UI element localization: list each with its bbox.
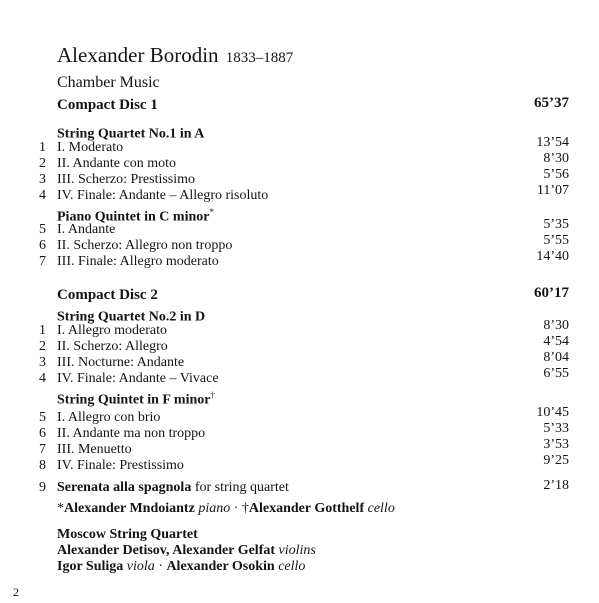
page-number: 2 (13, 585, 19, 599)
track-duration: 9’25 (543, 453, 569, 468)
track-duration: 8’04 (543, 350, 569, 365)
work-title-text: String Quartet No.2 in D (57, 309, 206, 325)
track-number: 4 (39, 188, 46, 203)
track-title: III. Finale: Allegro moderato (57, 254, 219, 269)
track-title: I. Moderato (57, 140, 124, 155)
ensemble-name (57, 527, 198, 543)
violinist-names: Alexander Detisov, Alexander Gelfat (57, 543, 276, 558)
soloist-instrument: piano (198, 501, 231, 516)
footnote-mark: † (241, 501, 249, 516)
cello-instrument: cello (278, 559, 306, 574)
disc1-total: 65’37 (534, 95, 569, 111)
track-duration: 11’07 (536, 183, 569, 198)
viola-cello-credit (57, 559, 305, 575)
track-duration: 5’55 (543, 233, 569, 248)
track-title: II. Andante ma non troppo (57, 426, 206, 441)
track-title: I. Andante (57, 222, 116, 237)
work-title-text: String Quartet No.1 in A (57, 126, 205, 142)
soloists-credit (57, 501, 395, 517)
track-number: 7 (39, 442, 46, 457)
track-title: II. Scherzo: Allegro (57, 339, 168, 354)
serenata-title: Serenata alla spagnola (57, 480, 192, 495)
serenata-track (57, 480, 289, 496)
disc1-title: Compact Disc 1 (57, 97, 158, 113)
track-duration: 5’56 (543, 167, 569, 182)
track-number: 5 (39, 410, 46, 425)
track-title: II. Scherzo: Allegro non troppo (57, 238, 233, 253)
track-title: IV. Finale: Andante – Allegro risoluto (57, 188, 269, 203)
track-number: 4 (39, 371, 46, 386)
cellist-name: Alexander Osokin (166, 559, 275, 574)
soloist-name: Alexander Mndoiantz (64, 501, 195, 516)
violins-instrument: violins (278, 543, 316, 558)
disc2-total: 60’17 (534, 285, 569, 301)
track-title: III. Menuetto (57, 442, 132, 457)
separator-dot: · (154, 559, 167, 574)
track-number: 7 (39, 254, 46, 269)
track-duration: 8’30 (543, 151, 569, 166)
work-title-text: String Quintet in F minor (57, 392, 211, 408)
track-number: 3 (39, 355, 46, 370)
track-number: 9 (39, 480, 46, 495)
work-title (57, 390, 215, 409)
viola-instrument: viola (126, 559, 155, 574)
work-title-text: Piano Quintet in C minor (57, 209, 210, 225)
track-duration: 13’54 (536, 135, 569, 150)
track-duration: 10’45 (536, 405, 569, 420)
track-duration: 14’40 (536, 249, 569, 264)
track-title: I. Allegro con brio (57, 410, 161, 425)
collection-title: Chamber Music (57, 74, 160, 91)
track-number: 8 (39, 458, 46, 473)
track-title: III. Nocturne: Andante (57, 355, 185, 370)
track-number: 6 (39, 426, 46, 441)
track-duration: 5’33 (543, 421, 569, 436)
track-title: IV. Finale: Prestissimo (57, 458, 184, 473)
track-title: III. Scherzo: Prestissimo (57, 172, 196, 187)
footnote-mark: * (57, 501, 64, 516)
violins-credit (57, 543, 316, 559)
composer-heading (57, 43, 293, 68)
footnote-mark: * (209, 207, 214, 217)
track-number: 3 (39, 172, 46, 187)
track-duration: 8’30 (543, 318, 569, 333)
track-duration: 3’53 (543, 437, 569, 452)
track-number: 1 (39, 323, 46, 338)
track-number: 1 (39, 140, 46, 155)
separator-dot: · (230, 501, 242, 516)
footnote-mark: † (210, 390, 215, 400)
soloist-instrument: cello (367, 501, 395, 516)
soloist-name: Alexander Gotthelf (248, 501, 365, 516)
track-number: 6 (39, 238, 46, 253)
track-number: 2 (39, 156, 46, 171)
track-number: 2 (39, 339, 46, 354)
disc2-title: Compact Disc 2 (57, 287, 158, 303)
track-number: 5 (39, 222, 46, 237)
track-title: I. Allegro moderato (57, 323, 168, 338)
track-duration: 6’55 (543, 366, 569, 381)
composer-years: 1833–1887 (225, 50, 294, 66)
track-title: II. Andante con moto (57, 156, 176, 171)
track-duration: 5’35 (543, 217, 569, 232)
track-title: IV. Finale: Andante – Vivace (57, 371, 219, 386)
serenata-subtitle: for string quartet (191, 480, 289, 495)
ensemble-title: Moscow String Quartet (57, 527, 198, 542)
composer-name: Alexander Borodin (57, 43, 219, 67)
violist-name: Igor Suliga (57, 559, 124, 574)
track-duration: 4’54 (543, 334, 569, 349)
track-duration: 2’18 (543, 478, 569, 493)
